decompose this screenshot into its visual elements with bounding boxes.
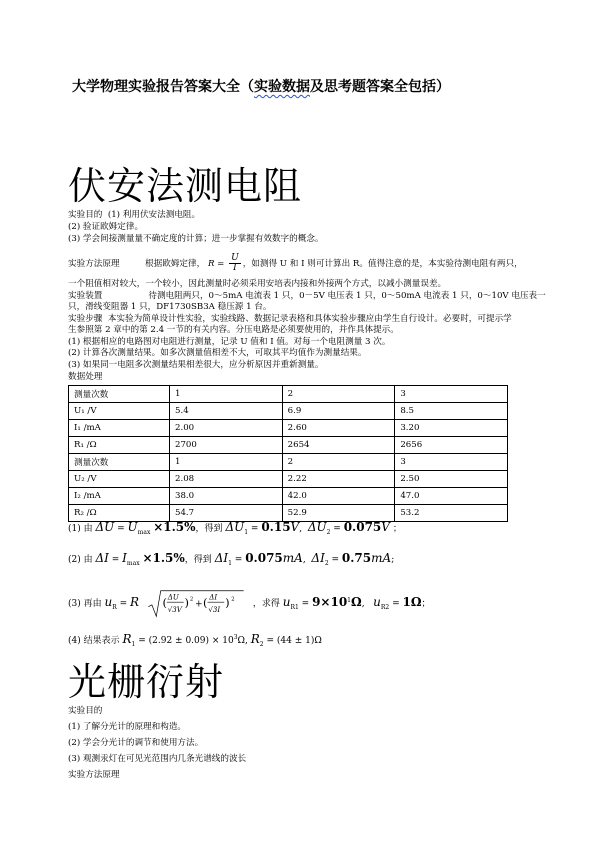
table-cell: 2.50: [395, 471, 508, 488]
formula-voltage-uncertainty: (1) 由 $\Delta U = U_{max} \times 1.5\%$，得到 $\Delta U_1 = 0.15V$, $\Delta U_2 = 0.075V$ ；: [68, 520, 402, 536]
table-cell: 38.0: [170, 488, 283, 505]
section-heading-grating: 光栅衍射: [68, 660, 225, 704]
sqrt-expression: [142, 589, 250, 619]
formula-resistance-uncertainty: (3) 再由 $u_R = R$ ( ΔU √3V ) 2 + ( ΔI √3I ) 2 ，求得 $u_{R1} = 9\times 10^1\Omega$, $u_{R2} = 1\Omega$；: [68, 584, 431, 625]
svg-text:+: +: [195, 599, 203, 610]
table-cell: U₂ /V: [69, 471, 170, 488]
formula-current-uncertainty: (2) 由 $\Delta I = I_{max} \times 1.5\%$，得到 $\Delta I_1 = 0.075mA$, $\Delta I_2 = 0.75mA$;: [68, 551, 395, 567]
formula-1-end: ；: [392, 524, 402, 534]
svg-text:(: (: [162, 595, 167, 610]
formula-2-label: (2) 由: [68, 555, 93, 565]
svg-text:(: (: [203, 595, 208, 610]
table-cell: 2.22: [282, 471, 395, 488]
table-cell: 2700: [170, 437, 283, 454]
purpose-line: [68, 210, 538, 221]
step-2: (2) 计算各次测量结果。如多次测量值相差不大，可取其平均值作为测量结果。: [68, 348, 367, 358]
table-cell: 5.4: [170, 403, 283, 420]
principle-label: 实验方法原理: [68, 259, 120, 269]
measurement-table: [68, 385, 508, 522]
grating-purpose-3: (3) 观测汞灯在可见光范围内几条光谱线的波长: [68, 754, 247, 764]
steps-text-b: 生参照第 2 章中的第 2.4 一节的有关内容。分压电路是必须要使用的，并作具体提示。: [68, 325, 399, 335]
table-cell: 42.0: [282, 488, 395, 505]
principle-text-a: 根据欧姆定律，: [145, 259, 206, 269]
table-row: [69, 488, 508, 505]
table-row: [69, 420, 508, 437]
svg-text:): ): [225, 595, 230, 610]
step-1: (1) 根据相应的电路图对电阻进行测量，记录 U 值和 I 值。对每一个电阻测量 3 次。: [68, 337, 391, 347]
table-cell: 测量次数: [69, 454, 170, 471]
table-cell: 2.60: [282, 420, 395, 437]
grating-purpose-2: (2) 学会分光计的调节和使用方法。: [68, 738, 204, 748]
svg-text:2: 2: [189, 595, 194, 602]
grating-purpose-label: 实验目的: [68, 706, 103, 716]
svg-text:√3V: √3V: [167, 604, 182, 614]
svg-text:ΔU: ΔU: [167, 592, 179, 602]
steps-text-a: 本实验为简单设计性实验，实验线路、数据记录表格和具体实验步骤应由学生自行设计。必要时，可提示学: [107, 314, 512, 324]
steps-label: 实验步骤: [68, 314, 103, 324]
table-cell: 2654: [282, 437, 395, 454]
apparatus-text-a: 待测电阻两只，0～5mA 电流表 1 只，0－5V 电压表 1 只，0～50mA 电流表 1 只，0～10V 电压表一: [148, 291, 546, 301]
table-row: [69, 386, 508, 403]
principle-text-b: ，如测得 U 和 I 则可计算出 R。值得注意的是，本实验待测电阻有两只，: [242, 259, 523, 269]
grating-purpose-1: (1) 了解分光计的原理和构造。: [68, 722, 187, 732]
table-row: [69, 403, 508, 420]
formula-2-get: ，得到: [184, 555, 212, 565]
table-cell: R₂ /Ω: [69, 505, 170, 522]
table-cell: R₁ /Ω: [69, 437, 170, 454]
steps-line: [68, 314, 538, 325]
table-cell: 47.0: [395, 488, 508, 505]
section-heading-resistance: 伏安法测电阻: [68, 164, 303, 208]
svg-text:): ): [184, 595, 189, 610]
table-cell: 2.08: [170, 471, 283, 488]
svg-text:ΔI: ΔI: [209, 592, 218, 602]
table-cell: 1: [170, 386, 283, 403]
table-cell: 2.00: [170, 420, 283, 437]
table-row: [69, 437, 508, 454]
apparatus-line: [68, 291, 546, 302]
ohm-law-formula: R = $\frac{U}{I}$: [207, 253, 239, 273]
formula-4-label: (4) 结果表示: [68, 636, 120, 646]
title-part-2: 及思考题答案全包括）: [310, 79, 450, 95]
table-cell: 3: [395, 454, 508, 471]
table-row: [69, 454, 508, 471]
table-row: [69, 471, 508, 488]
table-cell: 8.5: [395, 403, 508, 420]
table-cell: I₁ /mA: [69, 420, 170, 437]
table-cell: 1: [170, 454, 283, 471]
purpose-item-3: (3) 学会间接测量量不确定度的计算；进一步掌握有效数字的概念。: [68, 234, 324, 244]
purpose-item-1: (1) 利用伏安法测电阻。: [107, 210, 201, 220]
title-part-1: 大学物理实验报告答案大全（: [72, 79, 254, 95]
table-cell: 2: [282, 454, 395, 471]
step-3: (3) 如果同一电阻多次测量结果相差很大，应分析原因并重新测量。: [68, 360, 324, 370]
table-cell: 2: [282, 386, 395, 403]
title-squiggle-word: 实验数据: [254, 79, 310, 95]
table-cell: 52.9: [282, 505, 395, 522]
table-cell: 54.7: [170, 505, 283, 522]
formula-1-label: (1) 由: [68, 524, 93, 534]
table-cell: 测量次数: [69, 386, 170, 403]
table-cell: 3.20: [395, 420, 508, 437]
data-processing-label: 数据处理: [68, 372, 103, 382]
apparatus-label: 实验装置: [68, 291, 103, 301]
purpose-item-2: (2) 验证欧姆定律。: [68, 222, 144, 232]
svg-text:2: 2: [231, 595, 235, 602]
table-row: [69, 505, 508, 522]
principle-line: [68, 253, 538, 275]
principle-text-c: 一个阻值相对较大，一个较小，因此测量时必须采用安培表内接和外接两个方式，以减小测量误差。: [68, 279, 447, 289]
svg-text:√3I: √3I: [208, 604, 221, 614]
document-title: [72, 76, 572, 96]
table-cell: 53.2: [395, 505, 508, 522]
table-cell: 6.9: [282, 403, 395, 420]
table-cell: 2656: [395, 437, 508, 454]
grating-principle-label: 实验方法原理: [68, 770, 120, 780]
formula-3-label: (3) 再由: [68, 599, 102, 609]
purpose-label: 实验目的: [68, 210, 103, 220]
table-cell: I₂ /mA: [69, 488, 170, 505]
formula-result: (4) 结果表示 $R_1 = (2.92 \pm 0.09) \times 10^3\Omega$, $R_2 = (44 \pm 1)\Omega$: [68, 632, 322, 648]
table-cell: U₁ /V: [69, 403, 170, 420]
formula-3-get: ，求得: [252, 599, 280, 609]
apparatus-text-b: 只，滑线变阻器 1 只，DF1730SB3A 稳压源 1 台。: [68, 302, 272, 312]
table-cell: 3: [395, 386, 508, 403]
formula-1-get: ，得到: [195, 524, 223, 534]
